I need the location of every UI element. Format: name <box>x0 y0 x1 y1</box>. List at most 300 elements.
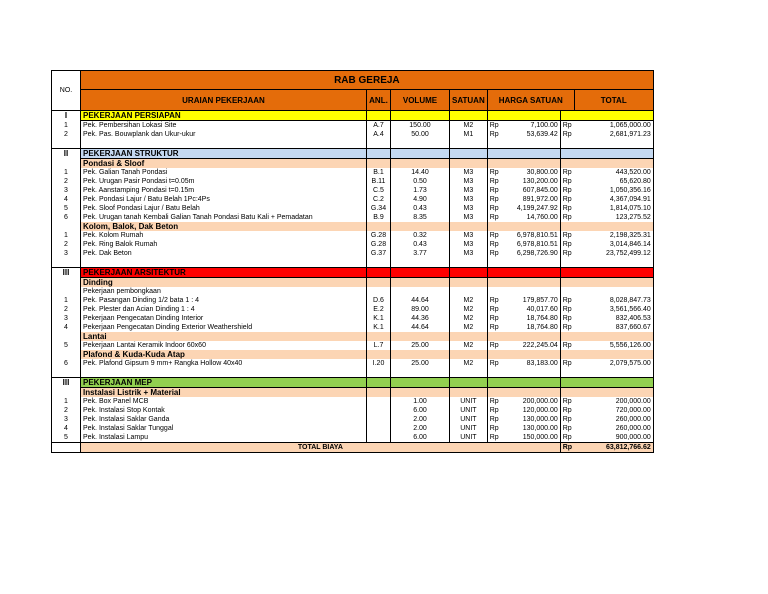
cell-rp <box>487 258 501 268</box>
cell-total <box>574 278 653 288</box>
cell-total <box>574 139 653 149</box>
item-description: Pek. Urugan Pasir Pondasi t=0.05m <box>81 177 367 186</box>
header-total: TOTAL <box>574 90 653 111</box>
item-description: Pek. Plester dan Acian Dinding 1 : 4 <box>81 305 367 314</box>
item-row <box>52 296 654 305</box>
item-number: 1 <box>52 121 81 131</box>
item-harga: 200,000.00 <box>501 397 560 406</box>
cell-rp <box>487 278 501 288</box>
cell-total <box>574 378 653 388</box>
cell-anl <box>367 111 391 121</box>
item-anl <box>367 397 391 406</box>
cell-uraian <box>81 368 367 378</box>
item-satuan: M3 <box>450 195 488 204</box>
item-satuan: UNIT <box>450 397 488 406</box>
cell-satuan <box>450 332 488 341</box>
spacer-row <box>52 258 654 268</box>
cell-no <box>52 222 81 231</box>
item-rp-currency: Rp <box>487 341 501 350</box>
section-number: III <box>52 268 81 278</box>
total-row <box>52 443 654 453</box>
item-anl <box>367 415 391 424</box>
section-number: II <box>52 149 81 159</box>
cell-satuan <box>450 388 488 398</box>
cell-rp <box>487 378 501 388</box>
item-rp-currency: Rp <box>560 296 574 305</box>
item-total: 2,681,971.23 <box>574 130 653 139</box>
cell-rp <box>487 350 501 359</box>
item-anl: B.11 <box>367 177 391 186</box>
cell-volume <box>391 332 450 341</box>
cell-no <box>52 350 81 359</box>
item-row <box>52 424 654 433</box>
cell-no <box>52 159 81 169</box>
subsection-row <box>52 332 654 341</box>
item-total: 260,000.00 <box>574 415 653 424</box>
item-volume: 0.43 <box>391 204 450 213</box>
item-satuan: M3 <box>450 186 488 195</box>
item-number <box>52 287 81 296</box>
item-harga: 130,200.00 <box>501 177 560 186</box>
item-description: Pek. Instalasi Stop Kontak <box>81 406 367 415</box>
item-volume <box>391 287 450 296</box>
cell-rp <box>560 332 574 341</box>
item-total: 200,000.00 <box>574 397 653 406</box>
item-harga: 607,845.00 <box>501 186 560 195</box>
item-total: 900,000.00 <box>574 433 653 443</box>
item-volume: 50.00 <box>391 130 450 139</box>
item-anl: A.7 <box>367 121 391 131</box>
item-satuan: M2 <box>450 296 488 305</box>
item-satuan: M3 <box>450 177 488 186</box>
item-number: 4 <box>52 323 81 332</box>
cell-volume <box>391 368 450 378</box>
cell-volume <box>391 222 450 231</box>
item-volume: 0.32 <box>391 231 450 240</box>
cell-anl <box>367 278 391 288</box>
item-anl: L.7 <box>367 341 391 350</box>
cell-anl <box>367 258 391 268</box>
item-number: 4 <box>52 195 81 204</box>
cell-rp <box>560 350 574 359</box>
item-volume: 0.43 <box>391 240 450 249</box>
item-description: Pek. Galian Tanah Pondasi <box>81 168 367 177</box>
cell-no <box>52 278 81 288</box>
item-anl: C.2 <box>367 195 391 204</box>
cell-rp <box>560 139 574 149</box>
cell-volume <box>391 111 450 121</box>
item-satuan: UNIT <box>450 406 488 415</box>
cell-rp <box>487 139 501 149</box>
cell-volume <box>391 258 450 268</box>
item-description: Pek. Pembersihan Lokasi Site <box>81 121 367 131</box>
subsection-title: Instalasi Listrik + Material <box>81 388 367 398</box>
item-rp-currency: Rp <box>487 204 501 213</box>
item-description: Pekerjaan pembongkaan <box>81 287 367 296</box>
total-label: TOTAL BIAYA <box>81 443 561 453</box>
item-harga: 4,199,247.92 <box>501 204 560 213</box>
item-total: 443,520.00 <box>574 168 653 177</box>
item-row <box>52 231 654 240</box>
item-volume: 2.00 <box>391 424 450 433</box>
item-total: 1,814,075.10 <box>574 204 653 213</box>
item-satuan: M2 <box>450 341 488 350</box>
item-rp-currency: Rp <box>487 406 501 415</box>
cell-uraian <box>81 139 367 149</box>
item-row <box>52 287 654 296</box>
item-row <box>52 249 654 258</box>
item-description: Pek. Pas. Bouwplank dan Ukur-ukur <box>81 130 367 139</box>
item-rp-currency: Rp <box>487 433 501 443</box>
item-rp-currency: Rp <box>560 168 574 177</box>
cell-harga <box>501 222 560 231</box>
item-rp-currency: Rp <box>487 213 501 222</box>
cell-harga <box>501 368 560 378</box>
item-description: Pek. Plafond Gipsum 9 mm+ Rangka Hollow 40x40 <box>81 359 367 368</box>
item-row <box>52 415 654 424</box>
no-header-label: NO. <box>59 87 73 94</box>
item-harga: 179,857.70 <box>501 296 560 305</box>
item-number: 2 <box>52 177 81 186</box>
cell-satuan <box>450 268 488 278</box>
item-rp-currency: Rp <box>560 177 574 186</box>
subsection-title: Plafond & Kuda-Kuda Atap <box>81 350 367 359</box>
cell-anl <box>367 368 391 378</box>
item-anl: C.5 <box>367 186 391 195</box>
section-title: PEKERJAAN PERSIAPAN <box>81 111 367 121</box>
item-number: 2 <box>52 305 81 314</box>
item-description: Pek. Instalasi Saklar Tunggal <box>81 424 367 433</box>
item-anl: D.6 <box>367 296 391 305</box>
item-total: 837,660.67 <box>574 323 653 332</box>
subsection-row <box>52 388 654 398</box>
header-harga: HARGA SATUAN <box>487 90 574 111</box>
item-total: 8,028,847.73 <box>574 296 653 305</box>
header-anl: ANL. <box>367 90 391 111</box>
item-harga: 7,100.00 <box>501 121 560 131</box>
item-anl <box>367 424 391 433</box>
item-harga: 83,183.00 <box>501 359 560 368</box>
item-anl: G.34 <box>367 204 391 213</box>
cell-total <box>574 159 653 169</box>
section-row <box>52 149 654 159</box>
item-rp-currency: Rp <box>487 121 501 131</box>
item-rp-currency: Rp <box>487 415 501 424</box>
item-harga: 53,639.42 <box>501 130 560 139</box>
item-row <box>52 195 654 204</box>
item-satuan: M2 <box>450 314 488 323</box>
item-description: Pek. Aanstamping Pondasi t=0.15m <box>81 186 367 195</box>
section-row <box>52 268 654 278</box>
item-volume: 0.50 <box>391 177 450 186</box>
item-total: 3,014,846.14 <box>574 240 653 249</box>
cell-total <box>574 388 653 398</box>
item-rp-currency: Rp <box>560 240 574 249</box>
cell-rp <box>487 268 501 278</box>
section-title: PEKERJAAN ARSITEKTUR <box>81 268 367 278</box>
subsection-row <box>52 350 654 359</box>
item-harga: 18,764.80 <box>501 314 560 323</box>
item-satuan: M3 <box>450 213 488 222</box>
item-anl: I.20 <box>367 359 391 368</box>
item-row <box>52 323 654 332</box>
cell-rp <box>487 159 501 169</box>
cell-no <box>52 332 81 341</box>
item-satuan: M2 <box>450 323 488 332</box>
item-volume: 150.00 <box>391 121 450 131</box>
cell-volume <box>391 149 450 159</box>
cell-rp <box>560 278 574 288</box>
cell-satuan <box>450 350 488 359</box>
item-row <box>52 121 654 131</box>
item-number: 2 <box>52 406 81 415</box>
item-rp-currency: Rp <box>560 341 574 350</box>
item-satuan: UNIT <box>450 415 488 424</box>
item-rp-currency: Rp <box>487 186 501 195</box>
cell-rp <box>560 159 574 169</box>
item-volume: 44.64 <box>391 296 450 305</box>
item-number: 1 <box>52 231 81 240</box>
item-number: 3 <box>52 415 81 424</box>
cell-no <box>52 139 81 149</box>
item-rp-currency: Rp <box>560 359 574 368</box>
item-anl: B.1 <box>367 168 391 177</box>
cell-rp <box>560 388 574 398</box>
cell-volume <box>391 268 450 278</box>
cell-anl <box>367 139 391 149</box>
item-description: Pek. Ring Balok Rumah <box>81 240 367 249</box>
item-description: Pek. Sloof Pondasi Lajur / Batu Belah <box>81 204 367 213</box>
item-number: 1 <box>52 296 81 305</box>
item-rp-currency: Rp <box>560 231 574 240</box>
cell-rp <box>560 268 574 278</box>
item-number: 2 <box>52 240 81 249</box>
item-harga: 6,978,810.51 <box>501 240 560 249</box>
item-volume: 44.36 <box>391 314 450 323</box>
cell-total <box>574 368 653 378</box>
cell-anl <box>367 332 391 341</box>
item-rp-currency: Rp <box>487 240 501 249</box>
item-anl <box>367 287 391 296</box>
item-description: Pek. Dak Beton <box>81 249 367 258</box>
item-rp-currency: Rp <box>560 204 574 213</box>
item-rp-currency: Rp <box>560 406 574 415</box>
cell-volume <box>391 139 450 149</box>
item-volume: 1.00 <box>391 397 450 406</box>
cell-harga <box>501 159 560 169</box>
cell-anl <box>367 378 391 388</box>
item-anl: G.28 <box>367 231 391 240</box>
item-rp-currency <box>560 287 574 296</box>
item-row <box>52 397 654 406</box>
item-rp-currency: Rp <box>560 397 574 406</box>
subsection-row <box>52 222 654 231</box>
section-number: III <box>52 378 81 388</box>
item-total: 2,198,325.31 <box>574 231 653 240</box>
item-row <box>52 130 654 139</box>
item-volume: 2.00 <box>391 415 450 424</box>
item-description: Pek. Instalasi Saklar Ganda <box>81 415 367 424</box>
item-rp-currency: Rp <box>487 359 501 368</box>
item-total: 1,065,000.00 <box>574 121 653 131</box>
cell-rp <box>560 258 574 268</box>
item-rp-currency: Rp <box>560 186 574 195</box>
item-anl: K.1 <box>367 314 391 323</box>
item-satuan: UNIT <box>450 424 488 433</box>
item-rp-currency <box>487 287 501 296</box>
cell-satuan <box>450 258 488 268</box>
item-rp-currency: Rp <box>560 249 574 258</box>
cell-total <box>574 350 653 359</box>
subsection-title: Dinding <box>81 278 367 288</box>
item-rp-currency: Rp <box>487 397 501 406</box>
item-satuan: M3 <box>450 168 488 177</box>
cell-satuan <box>450 111 488 121</box>
item-satuan: M2 <box>450 121 488 131</box>
item-satuan: M2 <box>450 305 488 314</box>
item-satuan: M3 <box>450 204 488 213</box>
cell-rp <box>487 332 501 341</box>
item-description: Pekerjaan Pengecatan Dinding Exterior Weathershield <box>81 323 367 332</box>
item-number: 3 <box>52 249 81 258</box>
cell-harga <box>501 111 560 121</box>
item-satuan: M3 <box>450 249 488 258</box>
item-harga: 130,000.00 <box>501 424 560 433</box>
cell-total <box>574 332 653 341</box>
item-total: 5,556,126.00 <box>574 341 653 350</box>
item-rp-currency: Rp <box>560 213 574 222</box>
item-number: 5 <box>52 204 81 213</box>
cell-anl <box>367 350 391 359</box>
item-total: 65,620.80 <box>574 177 653 186</box>
item-row <box>52 433 654 443</box>
cell-harga <box>501 332 560 341</box>
item-rp-currency: Rp <box>487 177 501 186</box>
item-rp-currency: Rp <box>560 424 574 433</box>
item-volume: 25.00 <box>391 359 450 368</box>
cell-rp <box>560 111 574 121</box>
item-total: 832,406.53 <box>574 314 653 323</box>
subsection-title: Kolom, Balok, Dak Beton <box>81 222 367 231</box>
item-total: 720,000.00 <box>574 406 653 415</box>
cell-rp <box>560 222 574 231</box>
cell-satuan <box>450 139 488 149</box>
item-description: Pek. Urugan tanah Kembali Galian Tanah Pondasi Batu Kali + Pemadatan <box>81 213 367 222</box>
item-number: 3 <box>52 314 81 323</box>
cell-volume <box>391 378 450 388</box>
item-harga: 222,245.04 <box>501 341 560 350</box>
item-volume: 8.35 <box>391 213 450 222</box>
item-total: 4,367,094.91 <box>574 195 653 204</box>
cell-total <box>574 149 653 159</box>
header-satuan: SATUAN <box>450 90 488 111</box>
section-title: PEKERJAAN STRUKTUR <box>81 149 367 159</box>
item-rp-currency: Rp <box>560 415 574 424</box>
item-rp-currency: Rp <box>487 323 501 332</box>
item-rp-currency: Rp <box>487 168 501 177</box>
section-title: PEKERJAAN MEP <box>81 378 367 388</box>
cell-rp <box>487 222 501 231</box>
cell-satuan <box>450 368 488 378</box>
item-anl: A.4 <box>367 130 391 139</box>
no-header <box>52 71 81 111</box>
item-row <box>52 177 654 186</box>
cell-satuan <box>450 278 488 288</box>
cell-volume <box>391 159 450 169</box>
item-volume: 14.40 <box>391 168 450 177</box>
cell-no <box>52 368 81 378</box>
item-rp-currency: Rp <box>560 314 574 323</box>
item-volume: 1.73 <box>391 186 450 195</box>
cell-rp <box>487 368 501 378</box>
item-row <box>52 359 654 368</box>
header-uraian: URAIAN PEKERJAAN <box>81 90 367 111</box>
cell-rp <box>560 368 574 378</box>
item-row <box>52 186 654 195</box>
item-volume: 25.00 <box>391 341 450 350</box>
item-satuan: M1 <box>450 130 488 139</box>
cell-total <box>574 268 653 278</box>
spacer-row <box>52 368 654 378</box>
header-volume: VOLUME <box>391 90 450 111</box>
item-rp-currency: Rp <box>487 195 501 204</box>
cell-rp <box>560 378 574 388</box>
total-rp-currency: Rp <box>560 443 574 453</box>
item-description: Pek. Kolom Rumah <box>81 231 367 240</box>
item-number: 2 <box>52 130 81 139</box>
cell-anl <box>367 159 391 169</box>
item-number: 3 <box>52 186 81 195</box>
cell-satuan <box>450 378 488 388</box>
item-number: 1 <box>52 168 81 177</box>
item-harga <box>501 287 560 296</box>
item-volume: 4.90 <box>391 195 450 204</box>
cell-satuan <box>450 222 488 231</box>
item-number: 4 <box>52 424 81 433</box>
item-harga: 18,764.80 <box>501 323 560 332</box>
item-rp-currency: Rp <box>487 130 501 139</box>
cell-no <box>52 443 81 453</box>
item-number: 6 <box>52 359 81 368</box>
item-harga: 891,972.00 <box>501 195 560 204</box>
item-satuan: M3 <box>450 231 488 240</box>
cell-anl <box>367 222 391 231</box>
item-row <box>52 240 654 249</box>
item-total: 123,275.52 <box>574 213 653 222</box>
rab-table <box>51 70 654 453</box>
spacer-row <box>52 139 654 149</box>
cell-harga <box>501 139 560 149</box>
item-harga: 6,298,726.90 <box>501 249 560 258</box>
item-volume: 89.00 <box>391 305 450 314</box>
item-harga: 14,760.00 <box>501 213 560 222</box>
cell-no <box>52 258 81 268</box>
item-rp-currency: Rp <box>487 296 501 305</box>
item-rp-currency: Rp <box>560 130 574 139</box>
subsection-title: Lantai <box>81 332 367 341</box>
section-number: I <box>52 111 81 121</box>
item-harga: 120,000.00 <box>501 406 560 415</box>
item-satuan: UNIT <box>450 433 488 443</box>
item-harga: 40,017.60 <box>501 305 560 314</box>
item-anl <box>367 433 391 443</box>
cell-harga <box>501 278 560 288</box>
item-total: 1,050,356.16 <box>574 186 653 195</box>
item-rp-currency: Rp <box>487 424 501 433</box>
item-anl: K.1 <box>367 323 391 332</box>
cell-total <box>574 111 653 121</box>
item-rp-currency: Rp <box>560 323 574 332</box>
